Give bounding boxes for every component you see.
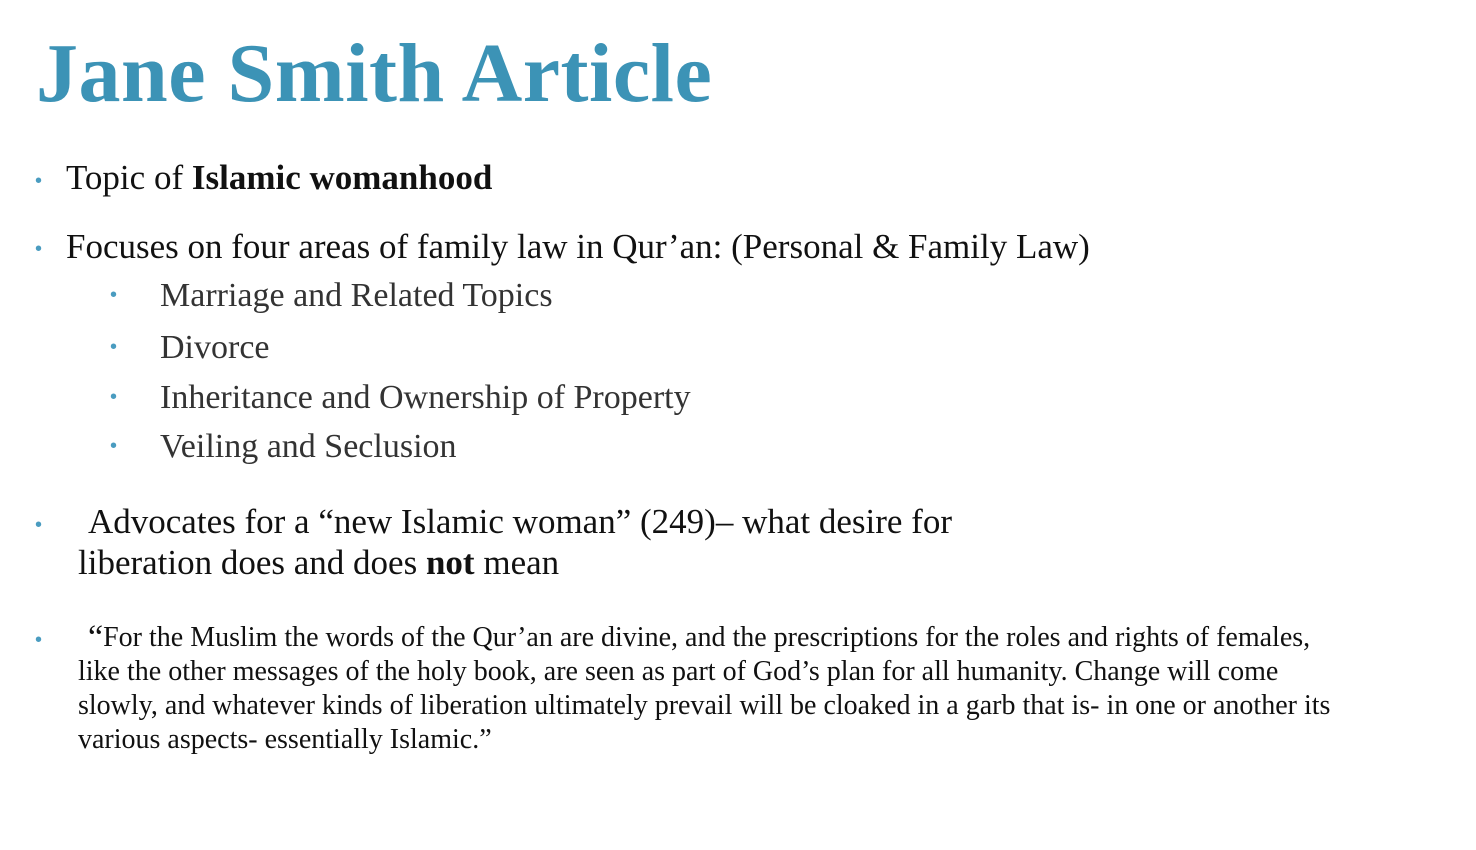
bullet-marker: • [35, 238, 43, 260]
sub-bullet-marker: • [110, 336, 118, 358]
sub-item-inheritance: Inheritance and Ownership of Property [160, 379, 691, 416]
bullet-advocates-line1: Advocates for a “new Islamic woman” (249)– what desire for [88, 502, 952, 541]
advocates-line2-end: mean [474, 543, 560, 582]
quote-block [78, 621, 1338, 757]
slide-title: Jane Smith Article [36, 27, 713, 120]
sub-bullet-marker: • [110, 284, 118, 306]
sub-bullet-marker: • [110, 435, 118, 457]
bullet-marker: • [35, 170, 43, 192]
sub-item-divorce: Divorce [160, 329, 270, 366]
bullet-topic-emphasis: Islamic womanhood [191, 158, 493, 197]
quote-text: For the Muslim the words of the Qur’an are divine, and the prescriptions for the roles and rights of females, like the other messages of the holy book, are seen as part of God’s plan for all humanity. Change will come slowly, and whatever kinds of liberation ultimately prevail will be cloaked in a garb that is- in one or another its various aspects- essentially Islamic.” [78, 622, 1331, 755]
sub-bullet-marker: • [110, 386, 118, 408]
bullet-marker: • [35, 514, 43, 536]
sub-item-marriage: Marriage and Related Topics [160, 277, 553, 314]
bullet-advocates-line2 [78, 543, 559, 583]
bullet-topic [66, 158, 492, 198]
advocates-line2-text: liberation does and does [78, 543, 426, 582]
bullet-focus: Focuses on four areas of family law in Qur’an: (Personal & Family Law) [66, 227, 1090, 266]
bullet-topic-text: Topic of [66, 158, 192, 197]
bullet-marker: • [35, 629, 43, 651]
quote-open-mark: “ [88, 619, 104, 656]
sub-item-veiling: Veiling and Seclusion [160, 428, 457, 465]
advocates-emphasis: not [425, 543, 475, 582]
